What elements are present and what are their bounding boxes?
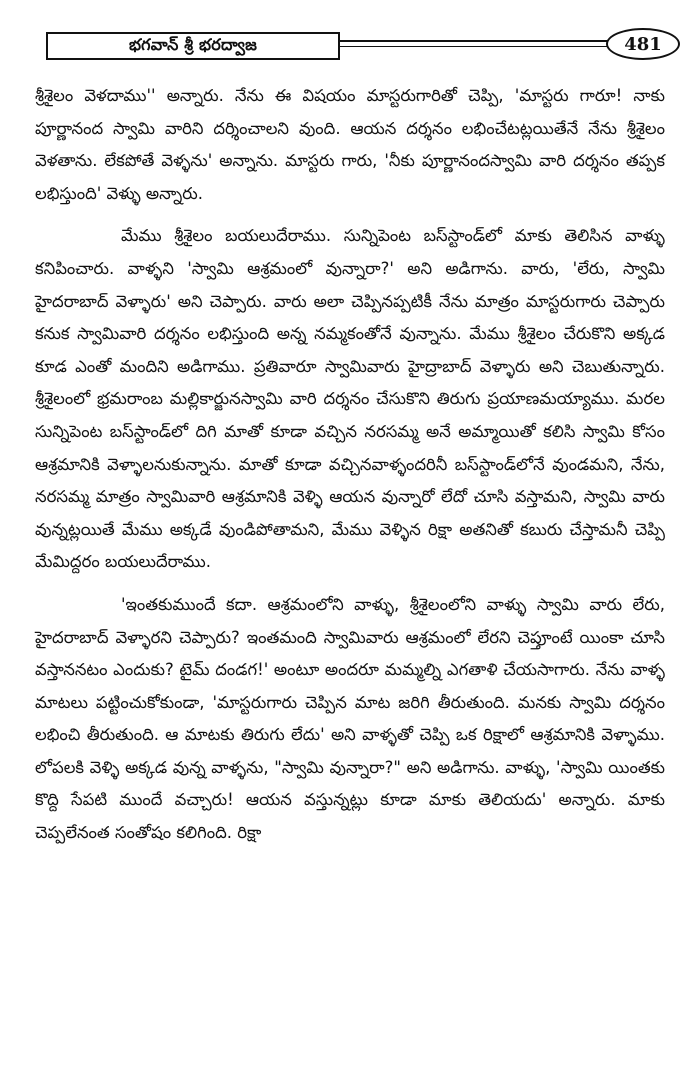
paragraph-1: శ్రీశైలం వెళదాము'' అన్నారు. నేను ఈ విషయం మాస్టరుగారితో చెప్పి, 'మాస్టరు గారూ! నాకు పూర్ణానంద స్వామి వారిని దర్శించాలని వుంది. ఆయన దర్శనం లభించేటట్లయితేనే నేను శ్రీశైలం వెళతాను. లేకపోతే వెళ్ళను' అన్నాను. మాస్టరు గారు, 'నీకు పూర్ణానందస్వామి వారి దర్శనం తప్పక లభిస్తుంది' వెళ్ళు అన్నారు. (35, 86, 665, 203)
paragraph-2: మేము శ్రీశైలం బయలుదేరాము. సున్నిపెంట బస్‌స్టాండ్‌లో మాకు తెలిసిన వాళ్ళు కనిపించారు. వాళ్ళని 'స్వామి ఆశ్రమంలో వున్నారా?' అని అడిగాను. వారు, 'లేరు, స్వామి హైదరాబాద్ వెళ్ళారు' అని చెప్పారు. వారు అలా చెప్పినప్పటికీ నేను మాత్రం మాస్టరుగారు చెప్పారు కనుక స్వామివారి దర్శనం లభిస్తుంది అన్న నమ్మకంతోనే వున్నాను. మేము శ్రీశైలం చేరుకొని అక్కడ కూడ ఎంతో మందిని అడిగాము. ప్రతివారూ స్వామివారు హైద్రాబాద్ వెళ్ళారు అని చెబుతున్నారు. శ్రీశైలంలో భ్రమరాంబ మల్లికార్జునస్వామి వారి దర్శనం చేసుకొని తిరుగు ప్రయాణమయ్యాము. మరల సున్నిపెంట బస్‌స్టాండ్‌లో దిగి మాతో కూడా వచ్చిన నరసమ్మ అనే అమ్మాయితో కలిసి స్వామి కోసం ఆశ్రమానికి వెళ్ళాలనుకున్నాను. మాతో కూడా వచ్చినవాళ్ళందరినీ బస్‌స్టాండ్‌లోనే వుండమని, నేను, నరసమ్మ మాత్రం స్వామివారి ఆశ్రమానికి వెళ్ళి ఆయన వున్నారో లేదో చూసి వస్తామని, స్వామి వారు వున్నట్లయితే మేము అక్కడే వుండిపోతామని, మేము వెళ్ళిన రిక్షా అతనితో కబురు చేస్తామనీ చెప్పి మేమిద్దరం బయలుదేరాము. (35, 226, 665, 572)
page-header (20, 26, 680, 66)
header-rule-thin (338, 46, 622, 47)
page-number: 481 (606, 28, 680, 60)
paragraph-3: 'ఇంతకుముందే కదా. ఆశ్రమంలోని వాళ్ళు, శ్రీశైలంలోని వాళ్ళు స్వామి వారు లేరు, హైదరాబాద్ వెళ్ళారని చెప్పారు? ఇంతమంది స్వామివారు ఆశ్రమంలో లేరని చెప్తూంటే యింకా చూసి వస్తాననటం ఎందుకు? టైమ్ దండగ!' అంటూ అందరూ మమ్మల్ని ఎగతాళి చేయసాగారు. నేను వాళ్ళ మాటలు పట్టించుకోకుండా, 'మాస్టరుగారు చెప్పిన మాట జరిగి తీరుతుంది. మనకు స్వామి దర్శనం లభించి తీరుతుంది. ఆ మాటకు తిరుగు లేదు' అని వాళ్ళతో చెప్పి ఒక రిక్షాలో ఆశ్రమానికి వెళ్ళాము. లోపలకి వెళ్ళి అక్కడ వున్న వాళ్ళను, "స్వామి వున్నారా?" అని అడిగాను. వాళ్ళు, 'స్వామి యింతకు కొద్ది సేపటి ముందే వచ్చారు! ఆయన వస్తున్నట్లు కూడా మాకు తెలియదు' అన్నారు. మాకు చెప్పలేనంత సంతోషం కలిగింది. రిక్షా (35, 594, 665, 843)
page-body (35, 80, 665, 850)
header-rule-thick (338, 40, 622, 42)
book-title: భగవాన్ శ్రీ భరద్వాజ (46, 32, 340, 60)
